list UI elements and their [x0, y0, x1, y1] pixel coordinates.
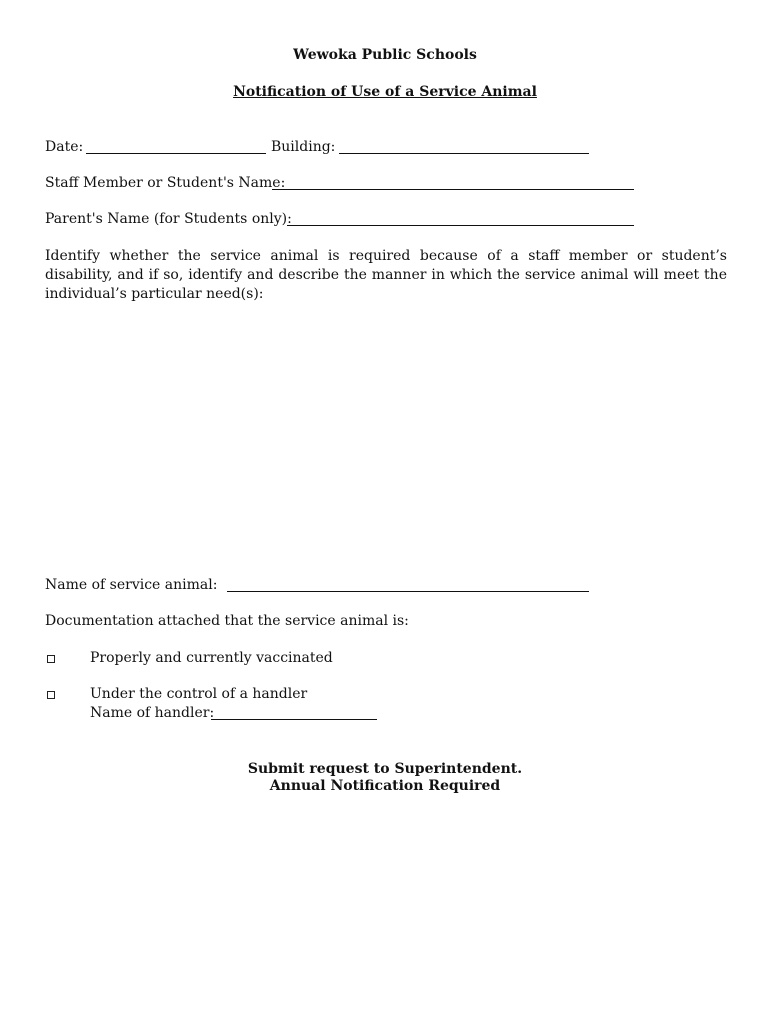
annual-notification-note: Annual Notification Required — [269, 778, 501, 794]
handler-control-checkbox[interactable] — [47, 691, 55, 699]
vaccinated-label: Properly and currently vaccinated — [90, 650, 333, 666]
handler-name-label: Name of handler: — [90, 705, 215, 721]
parent-name-field[interactable] — [287, 225, 634, 226]
staff-student-name-field[interactable] — [272, 189, 634, 190]
service-animal-name-label: Name of service animal: — [45, 577, 218, 593]
vaccinated-checkbox[interactable] — [47, 655, 55, 663]
form-title: Notification of Use of a Service Animal — [233, 84, 537, 100]
organization-title: Wewoka Public Schools — [293, 47, 477, 63]
submit-instruction: Submit request to Superintendent. — [247, 761, 523, 777]
needs-description-area[interactable] — [45, 312, 727, 567]
date-field[interactable] — [86, 153, 266, 154]
building-field[interactable] — [339, 153, 589, 154]
building-label: Building: — [271, 139, 336, 155]
handler-name-field[interactable] — [211, 719, 377, 720]
parent-name-label: Parent's Name (for Students only): — [45, 211, 292, 227]
handler-control-label: Under the control of a handler — [90, 686, 308, 702]
documentation-label: Documentation attached that the service animal is: — [45, 613, 409, 629]
service-animal-name-field[interactable] — [227, 591, 589, 592]
instructions-paragraph: Identify whether the service animal is required because of a staff member or student’s disability, and if so, identify and describe the manner in which the service animal will meet the individual’s particular need(s): — [45, 248, 727, 302]
staff-student-name-label: Staff Member or Student's Name: — [45, 175, 286, 191]
date-label: Date: — [45, 139, 84, 155]
